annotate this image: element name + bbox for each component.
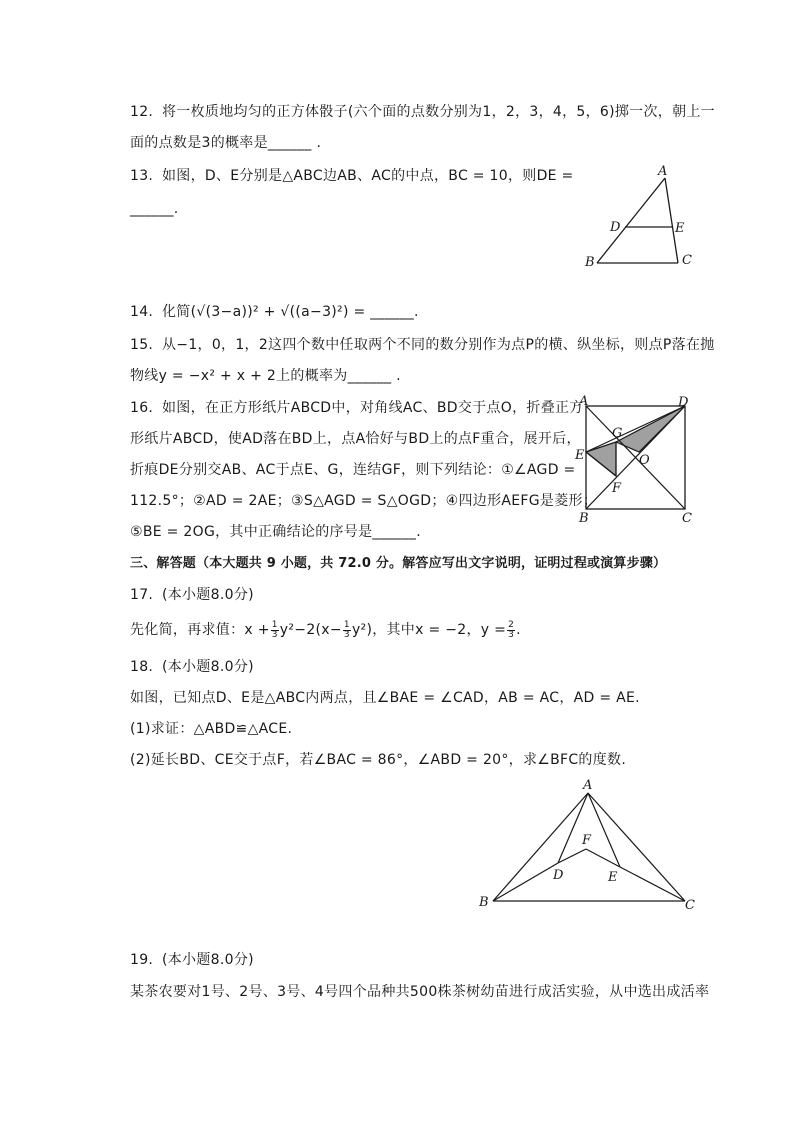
q18-triangle-figure xyxy=(474,775,704,915)
q17-fraction-2 xyxy=(343,621,351,640)
q18-label-a: A xyxy=(583,778,593,793)
q13-line1 xyxy=(130,166,574,186)
q17-fraction-3-numerator: 2 xyxy=(508,619,515,630)
q15-line2: 物线y = −x² + x + 2上的概率为______ . xyxy=(130,368,401,384)
q18-label-b: B xyxy=(479,895,489,910)
q18-label-f: F xyxy=(582,833,592,848)
q16-line2: 形纸片ABCD，使AD落在BD上，点A恰好与BD上的点F重合，展开后， xyxy=(130,431,581,447)
q17-text-end: . xyxy=(516,622,521,638)
q18-segment-df xyxy=(558,849,586,863)
q18-line3: (2)延长BD、CE交于点F，若∠BAC = 86°，∠ABD = 20°，求∠BFC的度数. xyxy=(130,752,627,768)
q19-number: 19. xyxy=(130,952,154,968)
q13-triangle-figure xyxy=(575,160,705,275)
q14-number: 14. xyxy=(130,304,154,320)
q16-text-1: 如图，在正方形纸片ABCD中，对角线AC、BD交于点O，折叠正方 xyxy=(162,400,584,416)
q18-line2: (1)求证：△ABD≌△ACE. xyxy=(130,721,293,737)
q16-line5: ⑤BE = 2OG，其中正确结论的序号是______. xyxy=(130,524,421,540)
q19-line1: 某茶农要对1号、2号、3号、4号四个品种共500株茶树幼苗进行成活实验，从中选出成活率 xyxy=(130,984,710,1000)
q17-header xyxy=(130,585,254,605)
q18-segment-fe xyxy=(586,849,620,867)
q18-side-ac xyxy=(588,793,685,901)
q16-line3: 折痕DE分别交AB、AC于点E、G，连结GF，则下列结论：①∠AGD = xyxy=(130,462,576,478)
q16-label-f: F xyxy=(612,481,622,496)
q15-line1 xyxy=(130,335,715,355)
q19-header xyxy=(130,950,254,970)
q13-label-b: B xyxy=(585,255,595,270)
q13-number: 13. xyxy=(130,168,154,184)
q13-label-c: C xyxy=(682,253,692,268)
q18-side-ab xyxy=(493,793,588,901)
q16-line4: 112.5°；②AD = 2AE；③S△AGD = S△OGD；④四边形AEFG是菱形； xyxy=(130,493,598,509)
q16-label-o: O xyxy=(639,453,650,468)
q17-fraction-3 xyxy=(507,621,515,640)
q13-label-a: A xyxy=(658,164,668,179)
q17-expression xyxy=(130,620,521,640)
q17-text-mid1: y²−2(x− xyxy=(279,622,342,638)
q12-line1 xyxy=(130,102,715,122)
q16-label-a: A xyxy=(579,394,589,409)
q19-points: (本小题8.0分) xyxy=(162,952,254,968)
q17-fraction-1-denominator: 3 xyxy=(271,629,278,640)
q16-line1 xyxy=(130,398,584,418)
q18-segment-ae xyxy=(588,793,620,867)
section-3-heading: 三、解答题（本大题共 9 小题，共 72.0 分。解答应写出文字说明，证明过程或演算步骤） xyxy=(130,556,667,571)
q13-text-1: 如图，D、E分别是△ABC边AB、AC的中点，BC = 10，则DE = xyxy=(162,168,574,184)
q18-points: (本小题8.0分) xyxy=(162,659,254,675)
q17-text-mid2: y²)，其中x = −2，y = xyxy=(351,622,507,638)
q18-segment-ec xyxy=(620,867,685,901)
q16-label-b: B xyxy=(579,511,589,526)
q16-label-c: C xyxy=(682,511,692,526)
q12-line2: 面的点数是3的概率是______ . xyxy=(130,135,322,151)
q15-number: 15. xyxy=(130,337,154,353)
q14-line xyxy=(130,302,419,322)
q14-text: 化简(√(3−a))² + √((a−3)²) = ______. xyxy=(162,304,419,320)
q15-text-1: 从−1，0，1，2这四个数中任取两个不同的数分别作为点P的横、纵坐标，则点P落在抛 xyxy=(162,337,715,353)
q17-text-pre: 先化简，再求值：x + xyxy=(130,622,270,638)
q12-text-1: 将一枚质地均匀的正方体骰子(六个面的点数分别为1，2，3，4，5，6)掷一次，朝上一 xyxy=(162,104,715,120)
q18-line1: 如图，已知点D、E是△ABC内两点，且∠BAE = ∠CAD，AB = AC，AD = AE. xyxy=(130,690,640,706)
q18-number: 18. xyxy=(130,659,154,675)
q13-label-e: E xyxy=(675,221,685,236)
q13-line2: ______. xyxy=(130,201,179,217)
q12-number: 12. xyxy=(130,104,154,120)
q17-fraction-1-numerator: 1 xyxy=(271,619,278,630)
q13-label-d: D xyxy=(610,220,621,235)
q13-side-ab xyxy=(597,178,665,263)
q18-label-c: C xyxy=(685,898,695,913)
q17-fraction-1 xyxy=(271,621,279,640)
q17-number: 17. xyxy=(130,587,154,603)
q16-label-d: D xyxy=(678,395,689,410)
q18-label-d: D xyxy=(553,868,564,883)
q17-points: (本小题8.0分) xyxy=(162,587,254,603)
q18-label-e: E xyxy=(608,870,618,885)
q16-number: 16. xyxy=(130,400,154,416)
q17-fraction-2-numerator: 1 xyxy=(343,619,350,630)
q18-segment-bd xyxy=(493,863,558,901)
q18-segment-ad xyxy=(558,793,588,863)
q16-shaded-region xyxy=(586,442,616,476)
q18-header xyxy=(130,657,254,677)
q16-label-g: G xyxy=(612,426,623,441)
q16-label-e: E xyxy=(575,448,585,463)
q16-square-figure xyxy=(572,394,702,528)
q16-shaded-triangle-gdo xyxy=(616,406,685,452)
q17-fraction-3-denominator: 3 xyxy=(508,629,515,640)
q17-fraction-2-denominator: 3 xyxy=(343,629,350,640)
